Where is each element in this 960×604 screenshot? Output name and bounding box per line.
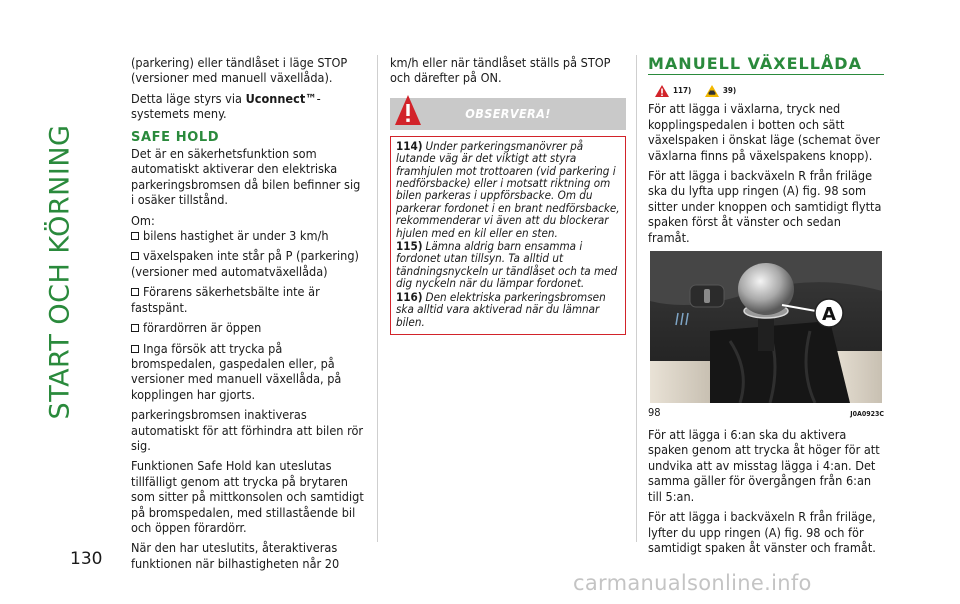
section-heading: SAFE HOLD bbox=[131, 129, 220, 145]
warning-note: 114) Under parkeringsmanövrer på lutande väg är det viktigt att styra framhjulen mot trottoaren (vid parkering i nedförsbacke) eller i motsatt riktning om bilen parkeras i uppförsbacke. Om du parkerar fordonet i en brant nedförsbacke, rekommenderar vi även att du blockerar hjulen med en kil eller en sten. bbox=[396, 138, 620, 240]
paragraph: Om: bbox=[131, 212, 155, 228]
paragraph: För att lägga i backväxeln R från friläge, lyfter du upp ringen (A) fig. 98 och för samtidigt spaken åt vänster och framåt. bbox=[648, 509, 876, 555]
paragraph: Det är en säkerhetsfunktion som automatiskt aktiverar den elektriska parkeringsbromsen då bilen befinner sig i osäker tillstånd. bbox=[131, 146, 361, 208]
column-2 bbox=[390, 55, 626, 335]
figure-number: 98 bbox=[648, 406, 661, 420]
paragraph: (parkering) eller tändlåset i läge STOP (versioner med manuell växellåda). bbox=[131, 55, 348, 86]
paragraph: Detta läge styrs via Uconnect™-systemets meny. bbox=[131, 90, 321, 122]
section-heading: MANUELL VÄXELLÅDA bbox=[648, 56, 884, 75]
checkbox-bullet-icon bbox=[131, 345, 139, 353]
column-1 bbox=[131, 55, 367, 576]
figure-callout-label: A bbox=[822, 304, 836, 326]
column-divider bbox=[377, 55, 378, 542]
list-item: växelspaken inte står på P (parkering) (versioner med automatväxellåda) bbox=[131, 248, 359, 279]
warning-box bbox=[390, 136, 626, 335]
paragraph: När den har uteslutits, återaktiveras funktionen när bilhastigheten når 20 bbox=[131, 540, 340, 571]
gear-lever-illustration bbox=[650, 251, 882, 403]
list-item: Inga försök att trycka på bromspedalen, gaspedalen eller, på versioner med manuell växellåda, på kopplingen har gjorts. bbox=[131, 340, 342, 402]
brand-name: Uconnect™ bbox=[245, 90, 317, 106]
checkbox-bullet-icon bbox=[131, 324, 139, 332]
figure-caption bbox=[648, 405, 884, 419]
watermark: carmanualsonline.info bbox=[573, 571, 812, 595]
checkbox-bullet-icon bbox=[131, 288, 139, 296]
column-3 bbox=[648, 55, 884, 560]
paragraph: För att lägga i 6:an ska du aktivera spaken genom att trycka åt höger för att undvika att av misstag lägga i 4:an. Det samma gäller för övergången från 6:an till 5:an. bbox=[648, 427, 880, 504]
observera-header bbox=[390, 98, 626, 130]
reference-icons bbox=[654, 83, 884, 97]
paragraph: För att lägga i backväxeln R från friläge ska du lyfta upp ringen (A) fig. 98 som sitter under knoppen och samtidigt flytta spaken först åt vänster och sedan framåt. bbox=[648, 168, 882, 245]
note-reference: 39) bbox=[704, 83, 736, 98]
warning-triangle-icon bbox=[654, 84, 670, 98]
paragraph: För att lägga i växlarna, tryck ned kopplingspedalen i botten och sätt växelspaken i önskat läge (schemat över växlarna finns på växelspakens knopp). bbox=[648, 101, 880, 163]
list-item: Förarens säkerhetsbälte inte är fastspänt. bbox=[131, 284, 320, 315]
warning-reference: 117) bbox=[654, 83, 691, 98]
checkbox-bullet-icon bbox=[131, 232, 139, 240]
warning-note: 116) Den elektriska parkeringsbromsen ska alltid vara aktiverad när du lämnar bilen. bbox=[396, 289, 606, 329]
chapter-title-text: START OCH KÖRNING bbox=[44, 124, 76, 420]
warning-note: 115) Lämna aldrig barn ensamma i fordonet utan tillsyn. Ta alltid ut tändningsnyckeln ur tändlåset och ta med dig nyckeln när du lämpar fordonet. bbox=[396, 239, 618, 291]
observera-label: OBSERVERA! bbox=[465, 105, 551, 121]
figure-code: J0A0923C bbox=[850, 410, 884, 419]
paragraph: parkeringsbromsen inaktiveras automatiskt för att förhindra att bilen rör sig. bbox=[131, 407, 364, 453]
page-number: 130 bbox=[70, 549, 103, 569]
paragraph: Funktionen Safe Hold kan uteslutas tillfälligt genom att trycka på brytaren som sitter på mittkonsolen och samtidigt på bromspedalen, med stillastående bil och öppen förardörr. bbox=[131, 458, 364, 535]
column-divider bbox=[636, 55, 637, 542]
paragraph: km/h eller när tändlåset ställs på STOP och därefter på ON. bbox=[390, 55, 611, 86]
gear-lever-photo bbox=[650, 251, 882, 403]
list-item: bilens hastighet är under 3 km/h bbox=[131, 228, 367, 243]
note-car-icon bbox=[704, 84, 720, 98]
list-item: förardörren är öppen bbox=[131, 320, 367, 335]
checkbox-bullet-icon bbox=[131, 252, 139, 260]
